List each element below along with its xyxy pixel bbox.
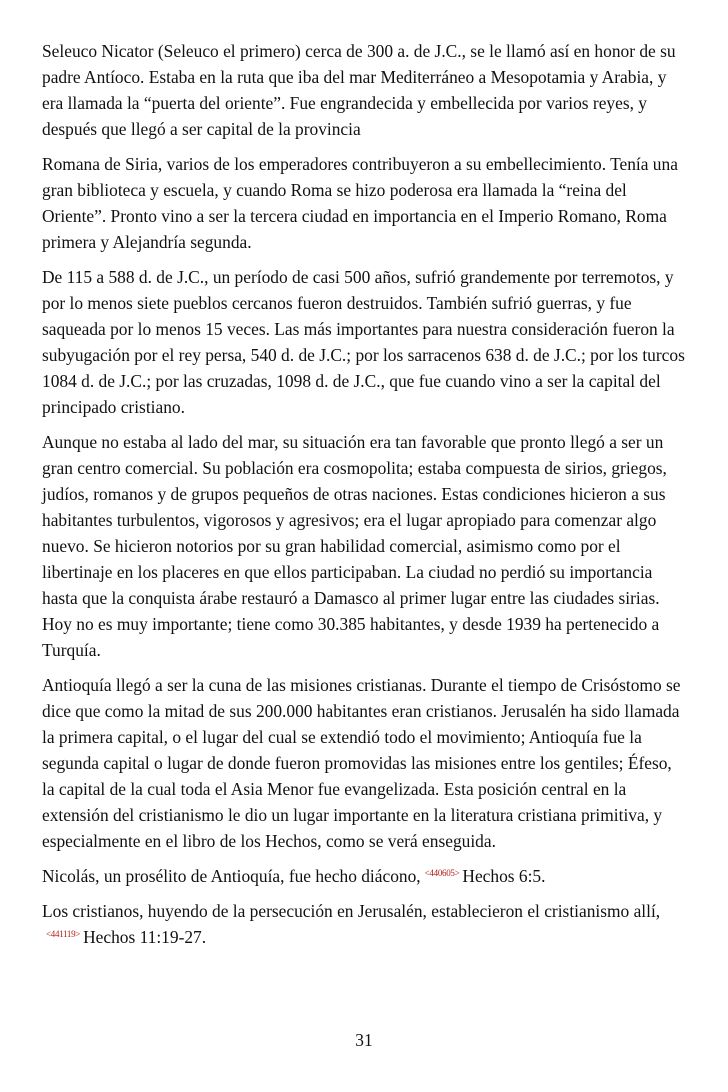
paragraph-roman-syria: Romana de Siria, varios de los emperadores contribuyeron a su embellecimiento. Tenía una gran biblioteca y escuela, y cuando Roma se hizo poderosa era llamada la “reina del Oriente”. Pronto vino a ser la tercera ciudad en importancia en el Imperio Romano, Roma primera y Alejandría segunda.	[42, 154, 678, 252]
paragraph-text: Los cristianos, huyendo de la persecución en Jerusalén, establecieron el cristianismo allí,	[42, 901, 661, 921]
paragraph-text: Nicolás, un prosélito de Antioquía, fue hecho diácono,	[42, 866, 421, 886]
scripture-reference-link[interactable]: <440605>	[424, 868, 460, 878]
paragraph-commerce: Aunque no estaba al lado del mar, su situación era tan favorable que pronto llegó a ser un gran centro comercial. Su población era cosmopolita; estaba compuesta de sirios, griegos, judíos, romanos y de grupos pequeños de otras naciones. Estas condiciones hicieron a sus habitantes turbulentos, vigorosos y agresivos; era el lugar apropiado para comenzar algo nuevo. Se hicieron notorios por su gran habilidad comercial, asimismo como por el libertinaje en los placeres en que ellos participaban. La ciudad no perdió su importancia hasta que la conquista árabe restauró a Damasco al primer lugar entre las ciudades sirias. Hoy no es muy importante; tiene como 30.385 habitantes, y desde 1939 ha pertenecido a Turquía.	[42, 432, 667, 660]
scripture-reference-link[interactable]: <441119>	[46, 929, 81, 939]
paragraph-earthquakes: De 115 a 588 d. de J.C., un período de casi 500 años, sufrió grandemente por terremotos, y por lo menos siete pueblos cercanos fueron destruidos. También sufrió guerras, y fue saqueada por lo menos 15 veces. Las más importantes para nuestra consideración fueron la subyugación por el rey persa, 540 d. de J.C.; por los sarracenos 638 d. de J.C.; por los turcos 1084 d. de J.C.; por las cruzadas, 1098 d. de J.C., que fue cuando vino a ser la capital del principado cristiano.	[42, 267, 685, 417]
paragraph-missions: Antioquía llegó a ser la cuna de las misiones cristianas. Durante el tiempo de Crisóstomo se dice que como la mitad de sus 200.000 habitantes eran cristianos. Jerusalén ha sido llamada la primera capital, o el lugar del cual se extendió todo el movimiento; Antioquía fue la segunda capital o lugar de donde fueron promovidas las misiones entre los gentiles; Éfeso, la capital de la cual toda el Asia Menor fue evangelizada. Esta posición central en la extensión del cristianismo le dio un lugar importante en la literatura cristiana primitiva, y especialmente en el libro de los Hechos, como se verá enseguida.	[42, 675, 681, 851]
scripture-citation: Hechos 11:19-27.	[83, 927, 207, 947]
scripture-citation: Hechos 6:5.	[462, 866, 546, 886]
paragraph-seleuco: Seleuco Nicator (Seleuco el primero) cerca de 300 a. de J.C., se le llamó así en honor de su padre Antíoco. Estaba en la ruta que iba del mar Mediterráneo a Mesopotamia y Arabia, y era llamada la “puerta del oriente”. Fue engrandecida y embellecida por varios reyes, y después que llegó a ser capital de la provincia	[42, 41, 676, 139]
page-number: 31	[355, 1030, 373, 1050]
paragraph-persecution	[42, 898, 688, 950]
document-page	[42, 38, 688, 959]
paragraph-nicolas	[42, 863, 688, 889]
